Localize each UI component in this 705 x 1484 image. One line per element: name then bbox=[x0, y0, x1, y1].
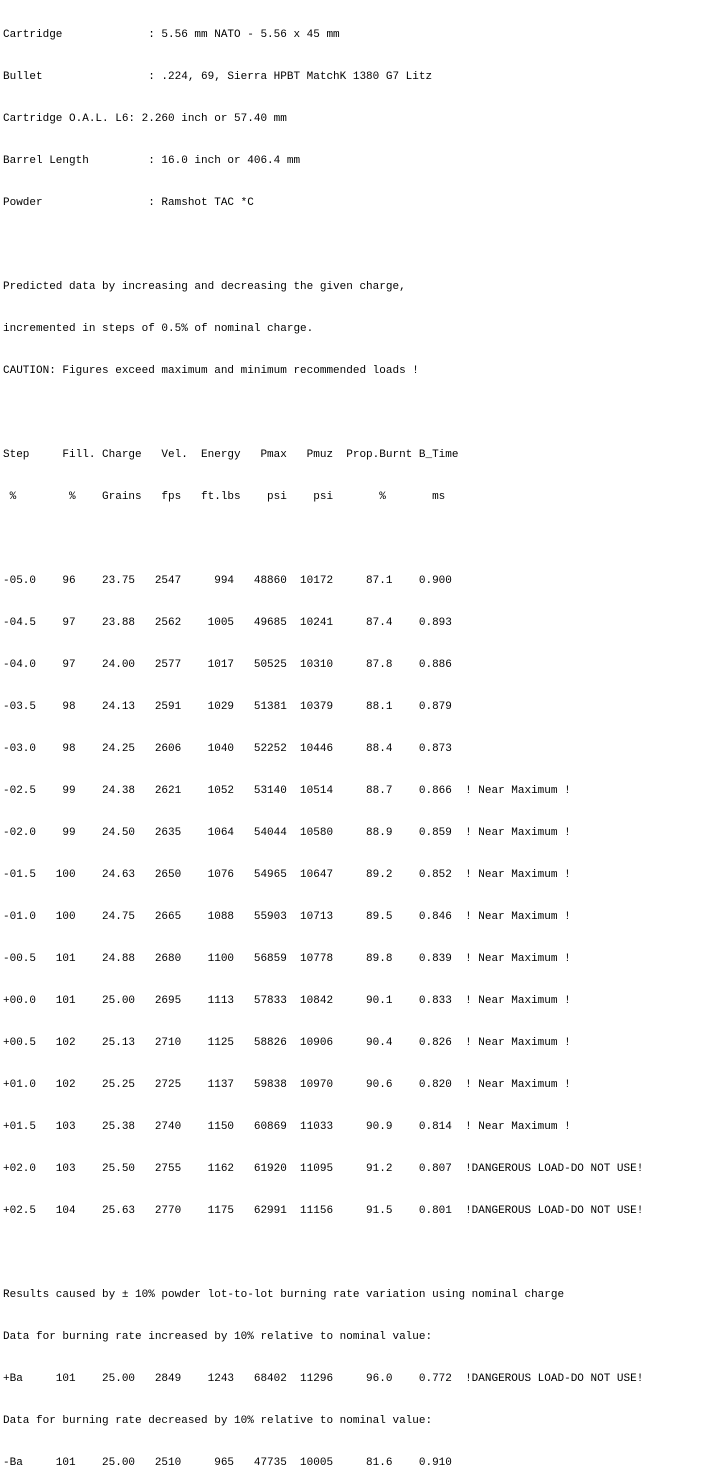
results-heading: Results caused by ± 10% powder lot-to-lot burning rate variation using nominal charge bbox=[3, 1289, 565, 1301]
results-decrease-label: Data for burning rate decreased by 10% relative to nominal value: bbox=[3, 1415, 433, 1427]
table-row: -00.5 101 24.88 2680 1100 56859 10778 89.8 0.839 ! Near Maximum ! bbox=[3, 953, 571, 965]
blank-line bbox=[3, 406, 643, 420]
table-row: -01.0 100 24.75 2665 1088 55903 10713 89.5 0.846 ! Near Maximum ! bbox=[3, 911, 571, 923]
header-oal: Cartridge O.A.L. L6: 2.260 inch or 57.40 mm bbox=[3, 113, 287, 125]
table-header-row: Step Fill. Charge Vel. Energy Pmax Pmuz Prop.Burnt B_Time bbox=[3, 449, 459, 461]
blank-line bbox=[3, 532, 643, 546]
table-row: +01.0 102 25.25 2725 1137 59838 10970 90.6 0.820 ! Near Maximum ! bbox=[3, 1079, 571, 1091]
results-decrease-row: -Ba 101 25.00 2510 965 47735 10005 81.6 0.910 bbox=[3, 1457, 452, 1469]
note-line: incremented in steps of 0.5% of nominal charge. bbox=[3, 323, 314, 335]
table-row: +02.0 103 25.50 2755 1162 61920 11095 91.2 0.807 !DANGEROUS LOAD-DO NOT USE! bbox=[3, 1163, 644, 1175]
header-powder: Powder : Ramshot TAC *C bbox=[3, 197, 254, 209]
blank-line bbox=[3, 1246, 643, 1260]
table-row: +02.5 104 25.63 2770 1175 62991 11156 91.5 0.801 !DANGEROUS LOAD-DO NOT USE! bbox=[3, 1205, 644, 1217]
table-row: -04.0 97 24.00 2577 1017 50525 10310 87.8 0.886 bbox=[3, 659, 452, 671]
table-row: +00.0 101 25.00 2695 1113 57833 10842 90.1 0.833 ! Near Maximum ! bbox=[3, 995, 571, 1007]
table-row: -03.5 98 24.13 2591 1029 51381 10379 88.1 0.879 bbox=[3, 701, 452, 713]
table-row: -02.5 99 24.38 2621 1052 53140 10514 88.7 0.866 ! Near Maximum ! bbox=[3, 785, 571, 797]
results-increase-row: +Ba 101 25.00 2849 1243 68402 11296 96.0 0.772 !DANGEROUS LOAD-DO NOT USE! bbox=[3, 1373, 644, 1385]
table-units-row: % % Grains fps ft.lbs psi psi % ms bbox=[3, 491, 446, 503]
blank-line bbox=[3, 238, 643, 252]
caution-line: CAUTION: Figures exceed maximum and minimum recommended loads ! bbox=[3, 365, 419, 377]
header-bullet: Bullet : .224, 69, Sierra HPBT MatchK 1380 G7 Litz bbox=[3, 71, 433, 83]
table-row: +00.5 102 25.13 2710 1125 58826 10906 90.4 0.826 ! Near Maximum ! bbox=[3, 1037, 571, 1049]
table-row: -01.5 100 24.63 2650 1076 54965 10647 89.2 0.852 ! Near Maximum ! bbox=[3, 869, 571, 881]
header-barrel-length: Barrel Length : 16.0 inch or 406.4 mm bbox=[3, 155, 301, 167]
header-cartridge: Cartridge : 5.56 mm NATO - 5.56 x 45 mm bbox=[3, 29, 340, 41]
table-row: +01.5 103 25.38 2740 1150 60869 11033 90.9 0.814 ! Near Maximum ! bbox=[3, 1121, 571, 1133]
table-row: -03.0 98 24.25 2606 1040 52252 10446 88.4 0.873 bbox=[3, 743, 452, 755]
table-row: -04.5 97 23.88 2562 1005 49685 10241 87.4 0.893 bbox=[3, 617, 452, 629]
table-row: -05.0 96 23.75 2547 994 48860 10172 87.1 0.900 bbox=[3, 575, 452, 587]
note-line: Predicted data by increasing and decreasing the given charge, bbox=[3, 281, 406, 293]
results-increase-label: Data for burning rate increased by 10% relative to nominal value: bbox=[3, 1331, 433, 1343]
report-output bbox=[3, 0, 643, 1484]
table-row: -02.0 99 24.50 2635 1064 54044 10580 88.9 0.859 ! Near Maximum ! bbox=[3, 827, 571, 839]
